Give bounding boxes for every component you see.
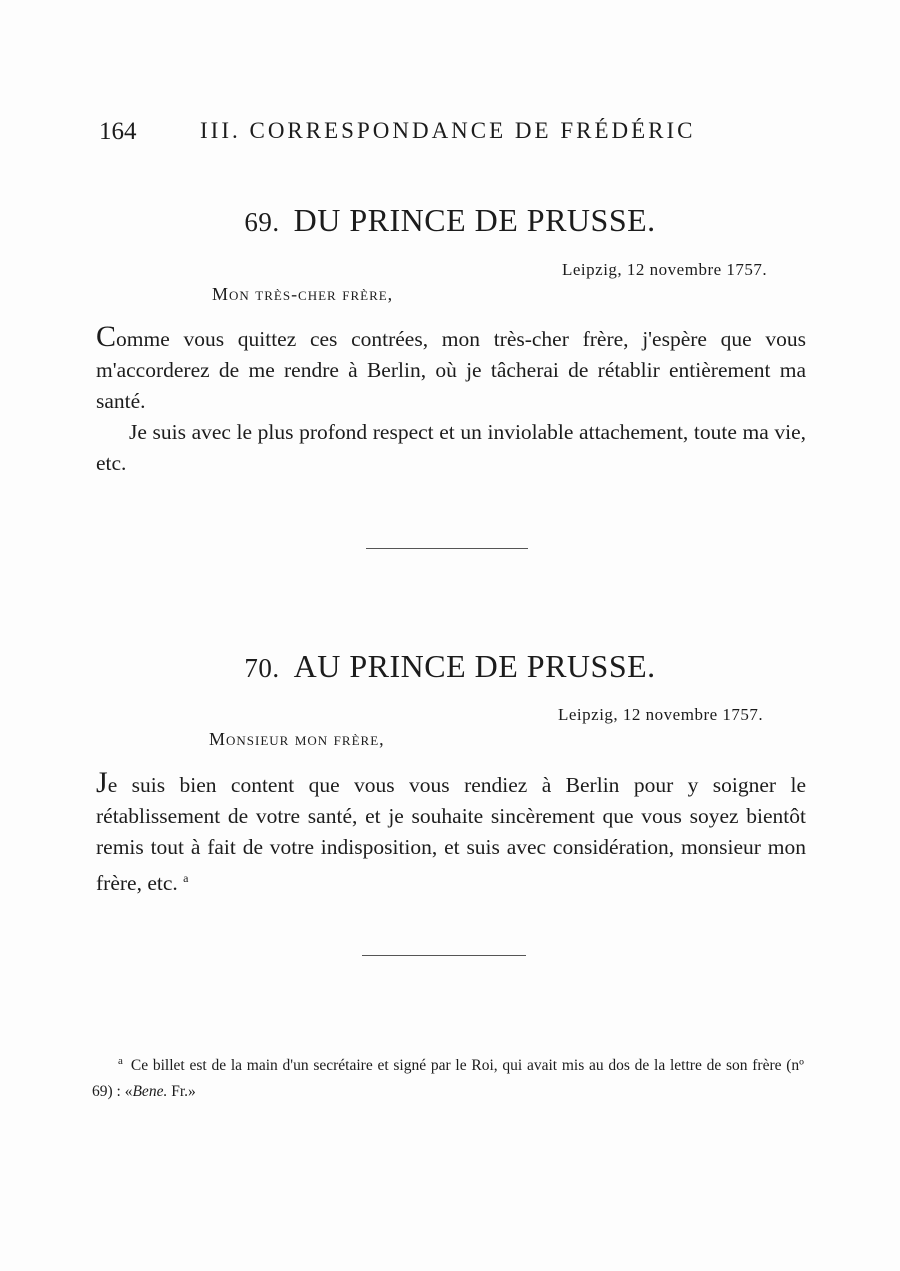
page-number: 164 [99,118,137,145]
salutation: Mon très-cher frère, [212,284,394,304]
letter-date: Leipzig, 12 novembre 1757. [558,705,764,724]
letter-69-heading [0,202,900,239]
salutation: Monsieur mon frère, [209,729,385,749]
section-divider [362,955,526,956]
section-divider [366,548,528,549]
footnote-mark: a [118,1055,123,1067]
footnote [92,1048,804,1105]
letter-body [96,321,806,479]
letter-title: DU PRINCE DE PRUSSE. [293,202,656,238]
letter-body [96,767,806,899]
letter-title: AU PRINCE DE PRUSSE. [293,648,656,684]
letter-70-heading [0,648,900,685]
paragraph [96,767,806,899]
paragraph: Comme vous quittez ces contrées, mon très-cher frère, j'espère que vous m'accorderez de me rendre à Berlin, où je tâcherai de rétablir entièrement ma santé. [96,320,806,413]
footnote-text: Ce billet est de la main d'un secrétaire et signé par le Roi, qui avait mis au dos de la lettre de son frère (nº 69) : « [92,1057,804,1101]
footnote-text-end: Fr.» [167,1083,196,1101]
running-title: III. CORRESPONDANCE DE FRÉDÉRIC [200,118,696,143]
letter-number: 69. [244,207,280,237]
letter-date: Leipzig, 12 novembre 1757. [562,260,768,279]
paragraph: Je suis avec le plus profond respect et un inviolable attachement, toute ma vie, etc. [96,420,806,475]
footnote-italic: Bene. [132,1083,168,1101]
paragraph-text: Je suis bien content que vous vous rendiez à Berlin pour y soigner le rétablissement de votre santé, et je souhaite sincèrement que vous soyez bientôt remis tout à fait de votre indisposition, et suis avec considération, monsieur mon frère, etc. [96,766,806,896]
footnote-ref: a [183,871,189,885]
letter-number: 70. [244,653,280,683]
